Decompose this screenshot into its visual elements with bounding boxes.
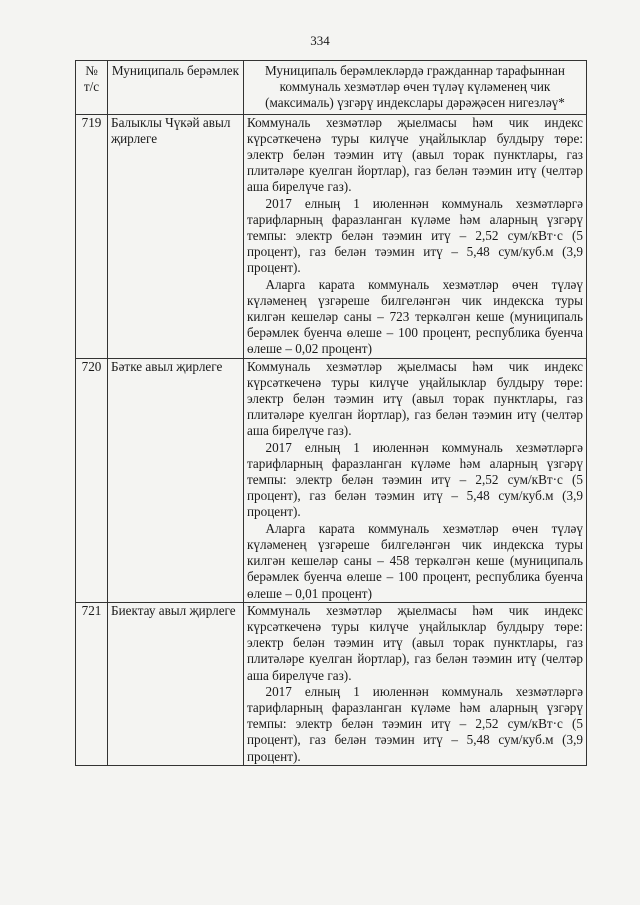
description-paragraph: Коммуналь хезмәтләр җыелмасы һәм чик индекс күрсәткеченә туры килүче уңайлыклар булдыру төре: электр белән тәэмин итү (авыл торак пунктлары, газ плитәләре куелган йортлар), газ белән тәэмин итү (челтәр аша бирелүче газ). — [247, 114, 583, 195]
description-paragraph: 2017 елның 1 июленнән коммуналь хезмәтләргә тарифларның фаразланган күләме һәм аларның үзгәрү темпы: электр белән тәэмин итү – 2,52 сум/кВт·с (5 процент), газ белән тәэмин итү – 5,48 сум/куб.м (3,9 процент). — [247, 439, 583, 520]
row-number: 719 — [76, 114, 108, 358]
header-municipality: Муниципаль берәмлек — [108, 61, 244, 115]
header-index: Муниципаль берәмлекләрдә гражданнар тарафыннан коммуналь хезмәтләр өчен түләү күләменең чик (максималь) үзгәрү индекслары дәрәҗәсен нигезләү* — [244, 61, 587, 115]
row-number: 720 — [76, 358, 108, 602]
table-row — [76, 602, 587, 765]
description-paragraph: Аларга карата коммуналь хезмәтләр өчен түләү күләменең үзгәреше билгеләнгән чик индекска туры килгән кешеләр саны – 723 теркәлгән кеше (муниципаль берәмлек буенча өлеше – 100 процент, республика буенча өлеше – 0,02 процент) — [247, 276, 583, 357]
description-paragraph: Коммуналь хезмәтләр җыелмасы һәм чик индекс күрсәткеченә туры килүче уңайлыклар булдыру төре: электр белән тәэмин итү (авыл торак пунктлары, газ плитәләре куелган йортлар), газ белән тәэмин итү (челтәр аша бирелүче газ). — [247, 358, 583, 439]
table-row — [76, 358, 587, 602]
row-description — [244, 358, 587, 602]
header-number: № т/с — [76, 61, 108, 115]
municipality-name: Балыклы Чүкәй авыл җирлеге — [108, 114, 244, 358]
row-description — [244, 602, 587, 765]
description-paragraph: 2017 елның 1 июленнән коммуналь хезмәтләргә тарифларның фаразланган күләме һәм аларның үзгәрү темпы: электр белән тәэмин итү – 2,52 сум/кВт·с (5 процент), газ белән тәэмин итү – 5,48 сум/куб.м (3,9 процент). — [247, 195, 583, 276]
page-number: 334 — [310, 33, 330, 48]
row-description — [244, 114, 587, 358]
municipality-name: Биектау авыл җирлеге — [108, 602, 244, 765]
description-paragraph: Коммуналь хезмәтләр җыелмасы һәм чик индекс күрсәткеченә туры килүче уңайлыклар булдыру төре: электр белән тәэмин итү (авыл торак пунктлары, газ плитәләре куелган йортлар), газ белән тәэмин итү (челтәр аша бирелүче газ). — [247, 602, 583, 683]
description-paragraph: Аларга карата коммуналь хезмәтләр өчен түләү күләменең үзгәреше билгеләнгән чик индекска туры килгән кешеләр саны – 458 теркәлгән кеше (муниципаль берәмлек буенча өлеше – 100 процент, республика буенча өлеше – 0,01 процент) — [247, 520, 583, 601]
tariff-index-table — [75, 60, 587, 766]
description-paragraph: 2017 елның 1 июленнән коммуналь хезмәтләргә тарифларның фаразланган күләме һәм аларның үзгәрү темпы: электр белән тәэмин итү – 2,52 сум/кВт·с (5 процент), газ белән тәэмин итү – 5,48 сум/куб.м (3,9 процент). — [247, 683, 583, 764]
row-number: 721 — [76, 602, 108, 765]
table-row — [76, 114, 587, 358]
table-header-row — [76, 61, 587, 115]
municipality-name: Бәтке авыл җирлеге — [108, 358, 244, 602]
